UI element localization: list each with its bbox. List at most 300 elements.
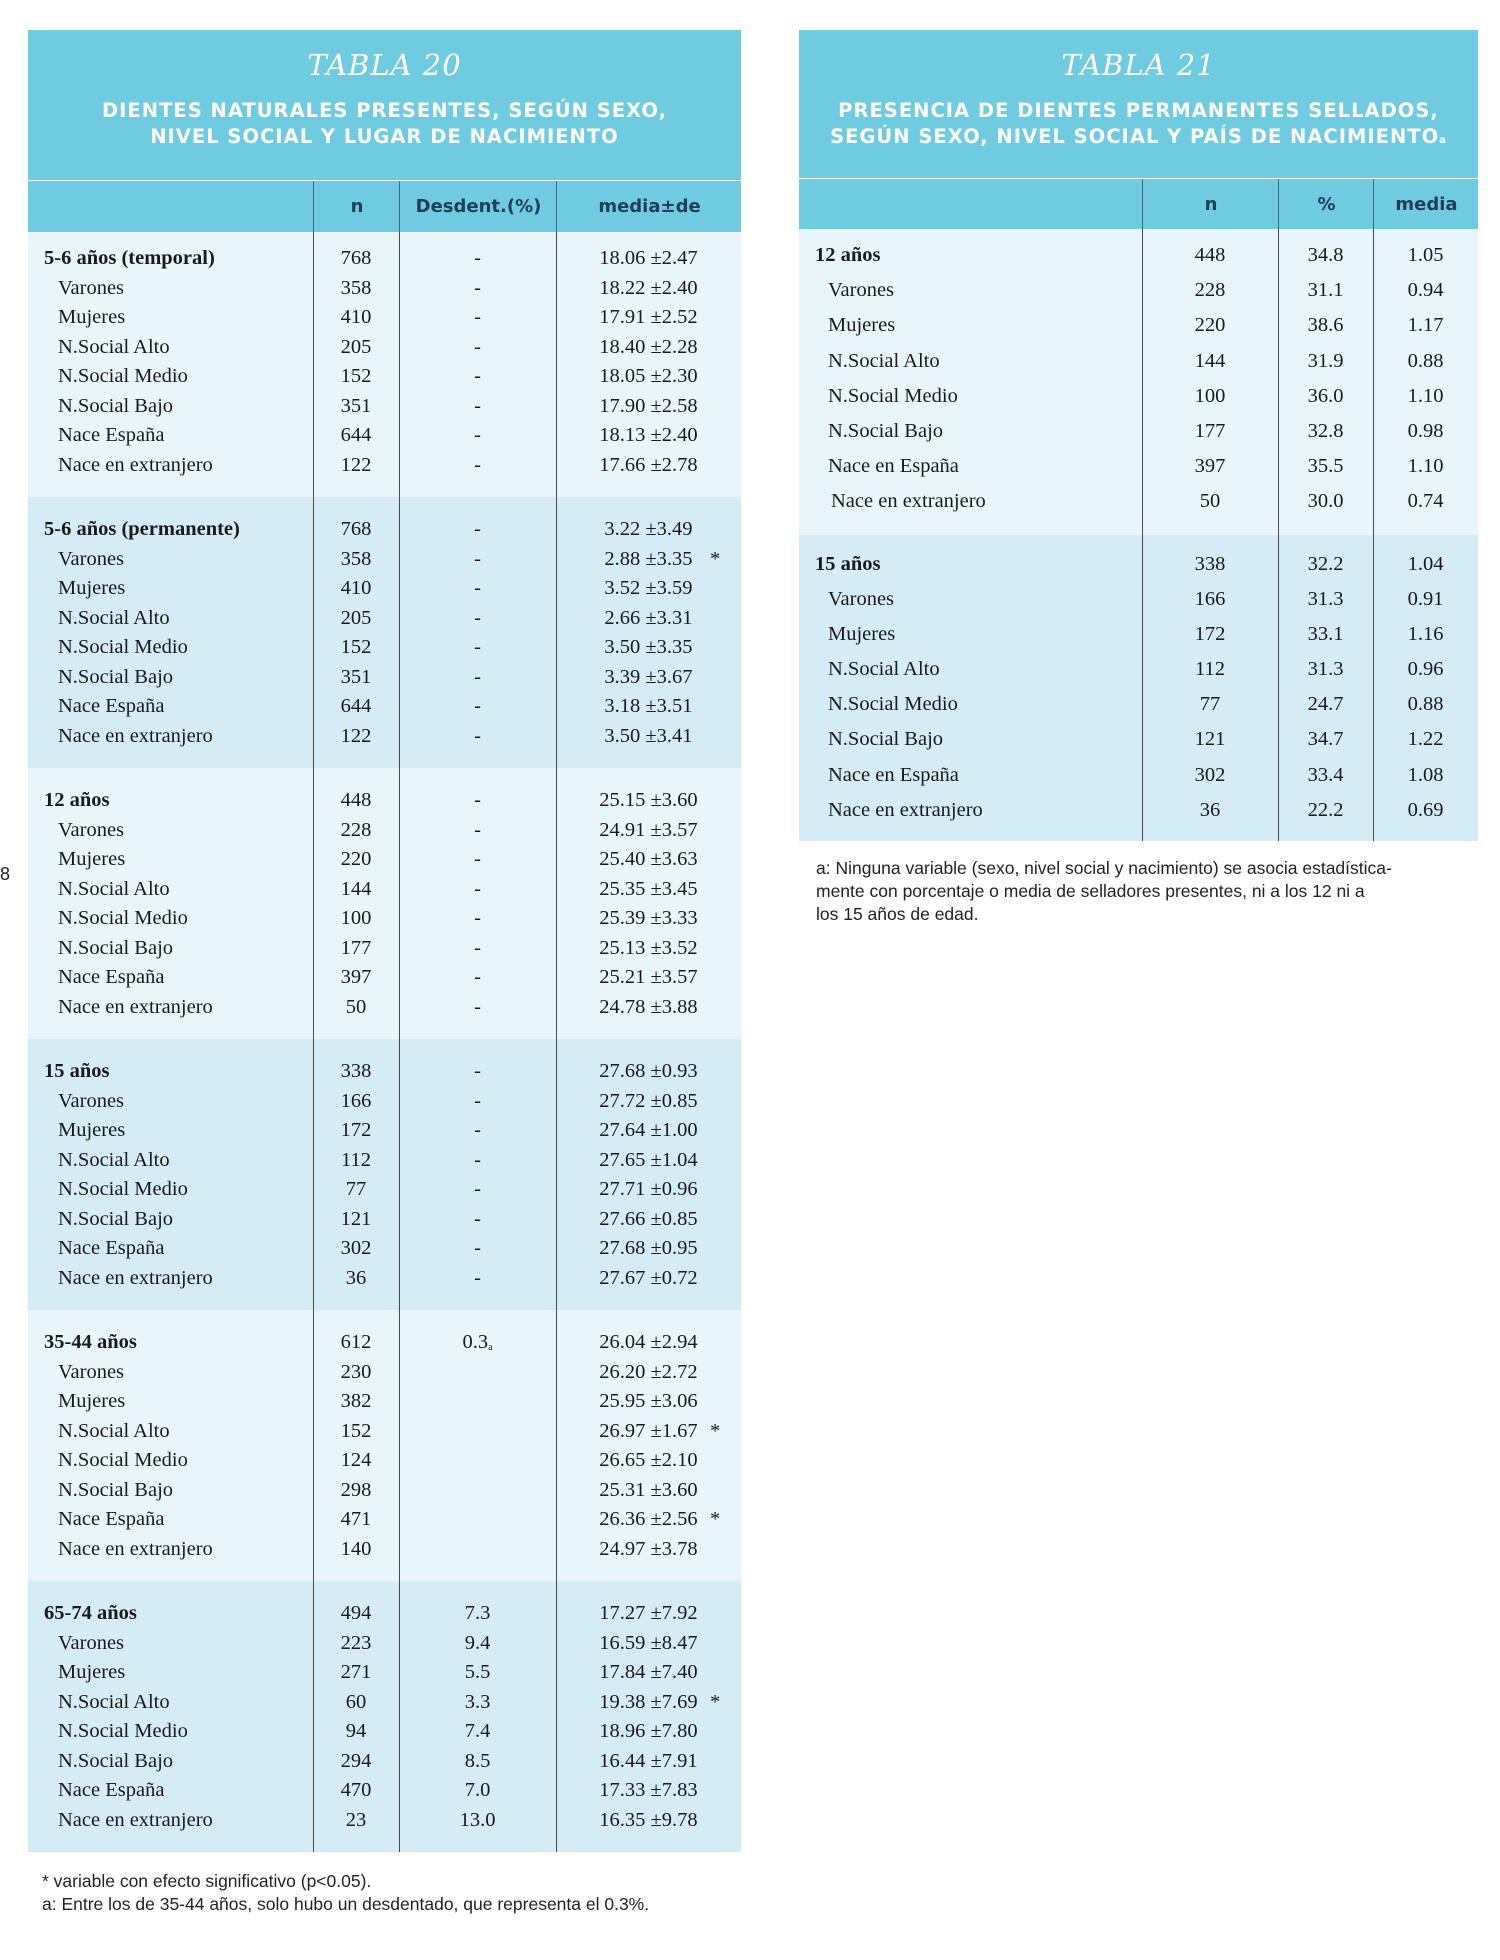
cell-n: 448 xyxy=(340,789,372,811)
cell-desdent-value: - xyxy=(474,789,481,811)
cell-media: 25.21 ±3.57 xyxy=(599,966,698,988)
cell-media: 18.05 ±2.30 xyxy=(599,365,698,387)
cell-n: 122 xyxy=(340,453,372,476)
row-label: N.Social Bajo xyxy=(58,665,174,688)
cell-desdent-value: - xyxy=(474,665,481,688)
cell-media: 17.66 ±2.78 xyxy=(599,453,698,476)
table-row xyxy=(28,722,741,752)
significance-mark: * xyxy=(710,547,721,570)
cell-media: 0.94 xyxy=(1407,279,1444,302)
row-label: Nace España xyxy=(58,424,165,446)
cell-media: 2.66 ±3.31 xyxy=(604,606,693,629)
cell-media: 1.17 xyxy=(1407,314,1444,337)
cell-desdent xyxy=(399,1234,556,1264)
row-group xyxy=(28,1581,741,1852)
row-label: N.Social Medio xyxy=(58,1449,188,1471)
cell-desdent-value: - xyxy=(474,424,481,446)
table-21-title-line2-text: SEGÚN SEXO, NIVEL SOCIAL Y PAÍS DE NACIMIENTO xyxy=(830,125,1440,148)
cell-n: 152 xyxy=(340,636,372,658)
significance-mark: * xyxy=(710,1419,721,1442)
cell-media: 1.08 xyxy=(1407,763,1444,786)
cell-desdent-value: 13.0 xyxy=(459,1808,496,1831)
table-row xyxy=(799,379,1478,414)
cell-n: 77 xyxy=(345,1178,367,1200)
cell-desdent-value: - xyxy=(474,518,481,540)
cell-media: 1.16 xyxy=(1407,622,1444,645)
row-label: Nace en España xyxy=(828,455,959,478)
cell-n: 122 xyxy=(340,724,372,747)
cell-desdent xyxy=(399,303,556,333)
cell-media: 27.68 ±0.95 xyxy=(599,1237,698,1259)
cell-desdent-value: - xyxy=(474,724,481,747)
table-21-title-line2 xyxy=(799,124,1478,150)
cell-media: 3.52 ±3.59 xyxy=(604,577,693,599)
cell-n: 205 xyxy=(340,606,372,629)
row-group xyxy=(28,232,741,497)
cell-media: 17.90 ±2.58 xyxy=(599,394,698,417)
table-row xyxy=(28,993,741,1023)
cell-media: 0.74 xyxy=(1407,490,1444,513)
cell-desdent-value: - xyxy=(474,276,481,299)
cell-media: 24.78 ±3.88 xyxy=(599,995,698,1018)
row-label: Nace en extranjero xyxy=(58,453,213,476)
row-label: Nace en extranjero xyxy=(831,490,986,513)
table-row xyxy=(28,1505,741,1535)
cell-media: 27.68 ±0.93 xyxy=(599,1060,698,1082)
cell-desdent xyxy=(399,244,556,274)
cell-n: 50 xyxy=(1199,490,1221,513)
cell-media: 1.22 xyxy=(1407,728,1444,751)
table-row xyxy=(28,1328,741,1358)
cell-desdent xyxy=(399,692,556,722)
cell-n: 144 xyxy=(340,877,372,900)
row-label: Varones xyxy=(58,276,125,299)
cell-n: 100 xyxy=(1194,384,1226,407)
row-label: 12 años xyxy=(44,789,110,811)
cell-n: 338 xyxy=(340,1060,372,1082)
table-row xyxy=(799,344,1478,379)
cell-desdent xyxy=(399,963,556,993)
table-row xyxy=(799,547,1478,582)
table-21-note-line2: mente con porcentaje o media de selladores presentes, ni a los 12 ni a xyxy=(816,881,1365,901)
cell-desdent xyxy=(399,1717,556,1747)
cell-n: 470 xyxy=(340,1779,372,1801)
row-label: Mujeres xyxy=(58,1119,126,1141)
table-row xyxy=(28,1387,741,1417)
cell-media: 0.96 xyxy=(1407,658,1444,681)
table-row xyxy=(28,1446,741,1476)
row-label: N.Social Bajo xyxy=(58,936,174,959)
cell-media: 18.13 ±2.40 xyxy=(599,424,698,446)
cell-media: 18.96 ±7.80 xyxy=(599,1720,698,1742)
row-label: Varones xyxy=(58,1089,125,1112)
table-row xyxy=(28,1175,741,1205)
row-label: N.Social Alto xyxy=(58,1148,170,1171)
cell-percent: 35.5 xyxy=(1307,455,1344,478)
cell-media: 2.88 ±3.35 xyxy=(604,547,693,570)
row-label: N.Social Bajo xyxy=(58,1207,174,1230)
row-label: Nace en extranjero xyxy=(828,798,983,821)
footnote-significance: * variable con efecto significativo (p<0.05). xyxy=(42,1871,372,1891)
row-label: N.Social Bajo xyxy=(828,728,944,751)
table-row xyxy=(28,274,741,304)
cell-n: 166 xyxy=(1194,587,1226,610)
row-label: Varones xyxy=(58,1631,125,1654)
cell-desdent xyxy=(399,1057,556,1087)
cell-media: 3.18 ±3.51 xyxy=(604,695,693,717)
table-row xyxy=(28,1629,741,1659)
cell-n: 112 xyxy=(341,1148,371,1171)
cell-desdent-value: 0.3 xyxy=(462,1331,489,1353)
table-row xyxy=(799,617,1478,652)
row-label: Nace en extranjero xyxy=(58,724,213,747)
table-21-title xyxy=(799,86,1478,150)
cell-media: 27.67 ±0.72 xyxy=(599,1266,698,1289)
table-21-title-footnote-mark: a xyxy=(1439,135,1447,146)
table-21-footnote xyxy=(816,857,1476,926)
row-group xyxy=(28,1310,741,1581)
cell-n: 612 xyxy=(340,1331,372,1353)
cell-media: 25.13 ±3.52 xyxy=(599,936,698,959)
cell-percent: 34.7 xyxy=(1307,728,1344,751)
row-label: Nace España xyxy=(58,1508,165,1530)
table-row xyxy=(28,816,741,846)
row-label: N.Social Medio xyxy=(58,907,188,929)
cell-n: 382 xyxy=(340,1390,372,1412)
cell-desdent-value: - xyxy=(474,1207,481,1230)
cell-media: 0.69 xyxy=(1407,798,1444,821)
cell-media: 1.04 xyxy=(1407,552,1444,575)
cell-desdent xyxy=(399,1328,556,1358)
cell-desdent xyxy=(399,875,556,905)
cell-media: 0.88 xyxy=(1407,693,1444,716)
cell-desdent xyxy=(399,545,556,575)
cell-media: 25.31 ±3.60 xyxy=(599,1478,698,1501)
table-row xyxy=(799,484,1478,519)
table-row xyxy=(799,722,1478,757)
cell-n: 220 xyxy=(340,848,372,870)
table-row xyxy=(28,875,741,905)
cell-desdent xyxy=(399,633,556,663)
cell-desdent xyxy=(399,574,556,604)
column-header-media: media±de xyxy=(556,181,742,233)
cell-desdent-value: - xyxy=(474,365,481,387)
cell-media: 24.97 ±3.78 xyxy=(599,1537,698,1560)
cell-desdent xyxy=(399,722,556,752)
table-20-body xyxy=(28,232,741,1852)
significance-mark: * xyxy=(710,1508,721,1530)
table-row xyxy=(28,515,741,545)
cell-n: 397 xyxy=(340,966,372,988)
table-21 xyxy=(799,30,1478,841)
table-row xyxy=(28,904,741,934)
cell-percent: 30.0 xyxy=(1307,490,1344,513)
row-label: N.Social Bajo xyxy=(58,1749,174,1772)
table-21-body xyxy=(799,229,1478,841)
cell-percent: 22.2 xyxy=(1307,798,1344,821)
cell-desdent xyxy=(399,451,556,481)
cell-media: 26.36 ±2.56 xyxy=(599,1508,698,1530)
row-label: N.Social Bajo xyxy=(58,394,174,417)
row-label: Nace España xyxy=(58,966,165,988)
table-row xyxy=(28,1747,741,1777)
row-group xyxy=(28,1039,741,1310)
table-20-number: TABLA 20 xyxy=(307,48,462,82)
cell-n: 230 xyxy=(340,1360,372,1383)
cell-n: 177 xyxy=(340,936,372,959)
table-row xyxy=(28,1776,741,1806)
cell-percent: 33.1 xyxy=(1307,622,1344,645)
table-row xyxy=(28,692,741,722)
cell-desdent-value: - xyxy=(474,907,481,929)
cell-desdent-value: - xyxy=(474,1237,481,1259)
table-20-column-headers xyxy=(28,180,741,233)
table-row xyxy=(28,1205,741,1235)
table-row xyxy=(28,963,741,993)
row-label: Mujeres xyxy=(58,848,126,870)
table-row xyxy=(28,604,741,634)
cell-media: 1.10 xyxy=(1407,384,1444,407)
table-row xyxy=(799,238,1478,273)
row-label: N.Social Bajo xyxy=(58,1478,174,1501)
cell-n: 166 xyxy=(340,1089,372,1112)
cell-desdent xyxy=(399,1776,556,1806)
cell-n: 121 xyxy=(340,1207,372,1230)
cell-desdent-value: - xyxy=(474,606,481,629)
row-label: Varones xyxy=(58,1360,125,1383)
row-label: Nace en España xyxy=(828,763,959,786)
row-label: N.Social Medio xyxy=(828,384,958,407)
cell-desdent xyxy=(399,1599,556,1629)
table-20 xyxy=(28,30,741,1852)
cell-desdent xyxy=(399,1205,556,1235)
table-row xyxy=(28,1717,741,1747)
cell-desdent-value: - xyxy=(474,966,481,988)
row-label: Nace España xyxy=(58,1237,165,1259)
cell-media: 25.39 ±3.33 xyxy=(599,907,698,929)
cell-n: 177 xyxy=(1194,419,1226,442)
cell-desdent-value: - xyxy=(474,1119,481,1141)
cell-media: 18.22 ±2.40 xyxy=(599,276,698,299)
cell-desdent xyxy=(399,1629,556,1659)
cell-n: 351 xyxy=(340,394,372,417)
cell-media: 17.33 ±7.83 xyxy=(599,1779,698,1801)
cell-media: 1.05 xyxy=(1407,244,1444,266)
row-group xyxy=(28,768,741,1039)
cell-n: 23 xyxy=(345,1808,367,1831)
column-header-n: n xyxy=(313,181,400,233)
cell-n: 298 xyxy=(340,1478,372,1501)
cell-n: 50 xyxy=(345,995,367,1018)
cell-desdent-value: 9.4 xyxy=(464,1631,491,1654)
cell-n: 302 xyxy=(1194,763,1226,786)
cell-n: 397 xyxy=(1194,455,1226,478)
cell-media: 3.39 ±3.67 xyxy=(604,665,693,688)
table-21-title-line1: PRESENCIA DE DIENTES PERMANENTES SELLADOS, xyxy=(838,99,1439,122)
cell-n: 338 xyxy=(1194,552,1226,575)
cell-media: 0.88 xyxy=(1407,349,1444,372)
table-row xyxy=(28,633,741,663)
row-label: N.Social Alto xyxy=(58,877,170,900)
table-row xyxy=(799,414,1478,449)
row-label: Varones xyxy=(58,547,125,570)
table-row xyxy=(28,303,741,333)
table-row xyxy=(28,1535,741,1565)
cell-desdent xyxy=(399,333,556,363)
cell-percent: 31.9 xyxy=(1307,349,1344,372)
significance-mark: * xyxy=(710,1690,721,1713)
cell-desdent xyxy=(399,1175,556,1205)
cell-desdent xyxy=(399,786,556,816)
cell-n: 351 xyxy=(340,665,372,688)
table-row xyxy=(799,582,1478,617)
cell-n: 121 xyxy=(1194,728,1226,751)
table-row xyxy=(28,1688,741,1718)
table-row xyxy=(28,451,741,481)
cell-desdent-value: 5.5 xyxy=(464,1661,491,1683)
table-20-title-line1: DIENTES NATURALES PRESENTES, SEGÚN SEXO, xyxy=(101,99,667,122)
cell-desdent xyxy=(399,1747,556,1777)
cell-media: 27.66 ±0.85 xyxy=(599,1207,698,1230)
cell-n: 220 xyxy=(1194,314,1226,337)
table-row xyxy=(28,392,741,422)
page-number: 8 xyxy=(0,864,11,884)
cell-desdent xyxy=(399,1806,556,1836)
cell-percent: 33.4 xyxy=(1307,763,1344,786)
cell-media: 1.10 xyxy=(1407,455,1444,478)
cell-desdent-value: - xyxy=(474,453,481,476)
cell-desdent-value: - xyxy=(474,995,481,1018)
cell-desdent xyxy=(399,604,556,634)
table-row xyxy=(28,545,741,575)
cell-desdent xyxy=(399,934,556,964)
cell-n: 768 xyxy=(340,518,372,540)
cell-desdent-value: - xyxy=(474,547,481,570)
table-row xyxy=(28,1146,741,1176)
table-21-header xyxy=(799,30,1478,229)
row-label: 65-74 años xyxy=(44,1602,137,1624)
row-label: N.Social Medio xyxy=(828,693,958,716)
cell-media: 18.06 ±2.47 xyxy=(599,247,698,269)
cell-desdent xyxy=(399,663,556,693)
row-label: Varones xyxy=(828,587,895,610)
row-label: Varones xyxy=(58,818,125,841)
column-header-desdent: Desdent.(%) xyxy=(399,181,557,233)
table-row xyxy=(28,574,741,604)
cell-media: 0.91 xyxy=(1407,587,1444,610)
cell-desdent-value: - xyxy=(474,936,481,959)
cell-percent: 38.6 xyxy=(1307,314,1344,337)
cell-media: 16.44 ±7.91 xyxy=(599,1749,698,1772)
cell-n: 124 xyxy=(340,1449,372,1471)
cell-n: 205 xyxy=(340,335,372,358)
cell-media: 26.04 ±2.94 xyxy=(599,1331,698,1353)
table-row xyxy=(799,793,1478,828)
row-label: Nace en extranjero xyxy=(58,1808,213,1831)
row-label: N.Social Bajo xyxy=(828,419,944,442)
row-label: Nace en extranjero xyxy=(58,1266,213,1289)
cell-desdent xyxy=(399,1688,556,1718)
cell-n: 644 xyxy=(340,424,372,446)
row-group xyxy=(799,535,1478,842)
cell-desdent xyxy=(399,1146,556,1176)
table-row xyxy=(28,244,741,274)
table-row xyxy=(28,1057,741,1087)
cell-desdent-value: 8.5 xyxy=(464,1749,491,1772)
cell-desdent xyxy=(399,1658,556,1688)
table-21-number: TABLA 21 xyxy=(1061,48,1216,82)
cell-media: 25.40 ±3.63 xyxy=(599,848,698,870)
row-label: Nace en extranjero xyxy=(58,1537,213,1560)
cell-percent: 32.2 xyxy=(1307,552,1344,575)
row-label: Mujeres xyxy=(828,314,896,337)
cell-media: 19.38 ±7.69 xyxy=(599,1690,698,1713)
cell-desdent xyxy=(399,515,556,545)
cell-desdent xyxy=(399,392,556,422)
cell-media: 24.91 ±3.57 xyxy=(599,818,698,841)
cell-n: 448 xyxy=(1194,244,1226,266)
row-label: Mujeres xyxy=(828,622,896,645)
row-label: Nace España xyxy=(58,695,165,717)
column-header-n: n xyxy=(1142,179,1279,231)
cell-percent: 24.7 xyxy=(1307,693,1344,716)
table-row xyxy=(799,652,1478,687)
cell-media: 16.35 ±9.78 xyxy=(599,1808,698,1831)
row-label: N.Social Alto xyxy=(58,606,170,629)
cell-media: 16.59 ±8.47 xyxy=(599,1631,698,1654)
table-row xyxy=(28,1358,741,1388)
cell-media: 27.64 ±1.00 xyxy=(599,1119,698,1141)
cell-n: 410 xyxy=(340,306,372,328)
cell-n: 768 xyxy=(340,247,372,269)
row-label: Nace España xyxy=(58,1779,165,1801)
column-header-media: media xyxy=(1373,179,1479,231)
table-row xyxy=(28,786,741,816)
cell-n: 644 xyxy=(340,695,372,717)
table-row xyxy=(28,845,741,875)
cell-desdent xyxy=(399,904,556,934)
row-label: N.Social Alto xyxy=(58,335,170,358)
row-label: 15 años xyxy=(815,552,881,575)
cell-media: 27.65 ±1.04 xyxy=(599,1148,698,1171)
footnote-mark: a xyxy=(488,1342,493,1353)
cell-desdent-value: - xyxy=(474,306,481,328)
row-label: N.Social Alto xyxy=(828,349,940,372)
table-row xyxy=(799,687,1478,722)
row-label: N.Social Medio xyxy=(58,1178,188,1200)
cell-n: 94 xyxy=(345,1720,367,1742)
table-row xyxy=(28,1806,741,1836)
column-header-percent: % xyxy=(1278,179,1374,231)
cell-desdent-value: - xyxy=(474,818,481,841)
row-label: N.Social Alto xyxy=(58,1690,170,1713)
cell-media: 3.22 ±3.49 xyxy=(604,518,693,540)
cell-percent: 31.1 xyxy=(1307,279,1344,302)
table-row xyxy=(28,362,741,392)
cell-desdent-value: - xyxy=(474,1089,481,1112)
table-21-column-headers xyxy=(799,178,1478,231)
cell-media: 26.97 ±1.67 xyxy=(599,1419,698,1442)
row-group xyxy=(799,229,1478,535)
table-21-note-line1: a: Ninguna variable (sexo, nivel social y nacimiento) se asocia estadística- xyxy=(816,858,1392,878)
cell-desdent-value: - xyxy=(474,1060,481,1082)
table-row xyxy=(28,663,741,693)
cell-n: 100 xyxy=(340,907,372,929)
row-label: 5-6 años (temporal) xyxy=(44,247,215,269)
cell-desdent-value: - xyxy=(474,1266,481,1289)
cell-media: 27.72 ±0.85 xyxy=(599,1089,698,1112)
cell-media: 18.40 ±2.28 xyxy=(599,335,698,358)
